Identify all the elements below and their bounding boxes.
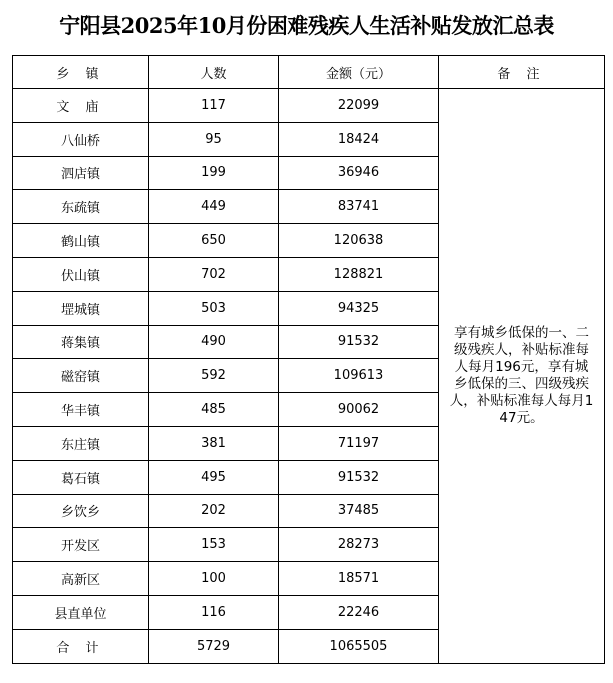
count-cell: 100 <box>149 562 279 596</box>
page-title: 宁阳县2025年10月份困难残疾人生活补贴发放汇总表 <box>59 13 554 38</box>
count-cell: 490 <box>149 325 279 359</box>
count-cell: 485 <box>149 393 279 427</box>
town-cell: 东疏镇 <box>13 190 149 224</box>
town-cell: 文 庙 <box>13 89 149 123</box>
count-cell: 449 <box>149 190 279 224</box>
amount-cell: 37485 <box>279 494 439 528</box>
total-amount-cell: 1065505 <box>279 629 439 663</box>
remark-cell: 享有城乡低保的一、二级残疾人，补贴标准每人每月196元，享有城乡低保的三、四级残疾人，补贴标准每人每月147元。 <box>439 89 605 664</box>
town-cell: 磁窑镇 <box>13 359 149 393</box>
subsidy-summary-table <box>12 55 605 664</box>
count-cell: 495 <box>149 460 279 494</box>
count-cell: 117 <box>149 89 279 123</box>
count-cell: 153 <box>149 528 279 562</box>
amount-cell: 71197 <box>279 426 439 460</box>
amount-cell: 28273 <box>279 528 439 562</box>
count-cell: 650 <box>149 224 279 258</box>
count-cell: 202 <box>149 494 279 528</box>
amount-cell: 91532 <box>279 325 439 359</box>
header-amount: 金额（元） <box>279 56 439 89</box>
header-remark: 备 注 <box>439 56 605 89</box>
count-cell: 95 <box>149 122 279 156</box>
town-cell: 伏山镇 <box>13 257 149 291</box>
town-cell: 泗店镇 <box>13 156 149 190</box>
amount-cell: 36946 <box>279 156 439 190</box>
town-cell: 葛石镇 <box>13 460 149 494</box>
count-cell: 702 <box>149 257 279 291</box>
amount-cell: 109613 <box>279 359 439 393</box>
town-cell: 堽城镇 <box>13 291 149 325</box>
amount-cell: 83741 <box>279 190 439 224</box>
amount-cell: 90062 <box>279 393 439 427</box>
count-cell: 592 <box>149 359 279 393</box>
town-cell: 鹤山镇 <box>13 224 149 258</box>
town-cell: 开发区 <box>13 528 149 562</box>
town-cell: 乡饮乡 <box>13 494 149 528</box>
town-cell: 高新区 <box>13 562 149 596</box>
amount-cell: 128821 <box>279 257 439 291</box>
table-header-row <box>13 56 605 89</box>
count-cell: 381 <box>149 426 279 460</box>
amount-cell: 22099 <box>279 89 439 123</box>
town-cell: 八仙桥 <box>13 122 149 156</box>
amount-cell: 22246 <box>279 595 439 629</box>
table-row <box>13 89 605 123</box>
town-cell: 东庄镇 <box>13 426 149 460</box>
header-count: 人数 <box>149 56 279 89</box>
town-cell: 县直单位 <box>13 595 149 629</box>
count-cell: 199 <box>149 156 279 190</box>
town-cell: 华丰镇 <box>13 393 149 427</box>
count-cell: 116 <box>149 595 279 629</box>
amount-cell: 120638 <box>279 224 439 258</box>
amount-cell: 94325 <box>279 291 439 325</box>
amount-cell: 18424 <box>279 122 439 156</box>
count-cell: 503 <box>149 291 279 325</box>
town-cell: 蒋集镇 <box>13 325 149 359</box>
amount-cell: 91532 <box>279 460 439 494</box>
total-count-cell: 5729 <box>149 629 279 663</box>
header-town: 乡 镇 <box>13 56 149 89</box>
total-label-cell: 合 计 <box>13 629 149 663</box>
amount-cell: 18571 <box>279 562 439 596</box>
